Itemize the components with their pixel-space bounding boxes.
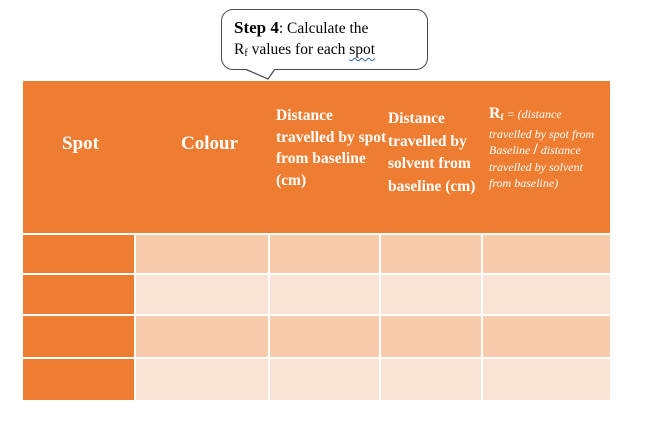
header-rf-text-1: = (distance travelled by spot from Baseline	[489, 107, 595, 157]
callout-step-label: Step 4	[234, 18, 279, 37]
row-2-distance-solvent-cell[interactable]	[381, 275, 481, 314]
row-3-colour-cell[interactable]	[136, 316, 268, 357]
row-4-distance-spot-cell[interactable]	[270, 359, 379, 400]
header-rf-slash: /	[533, 141, 538, 158]
callout-text-2: values for each	[247, 41, 350, 58]
callout-spot-word: spot	[349, 41, 376, 58]
row-3-distance-solvent-cell[interactable]	[381, 316, 481, 357]
row-1-spot-cell[interactable]	[23, 235, 134, 273]
row-1-colour-cell[interactable]	[136, 235, 268, 273]
row-2-distance-spot-cell[interactable]	[270, 275, 379, 314]
header-rf-text-2: distance travelled by solvent from baseline)	[489, 143, 583, 190]
callout-text-1: : Calculate the	[278, 20, 369, 37]
callout-tail	[245, 69, 285, 81]
row-1-distance-solvent-cell[interactable]	[381, 235, 481, 273]
row-4-distance-solvent-cell[interactable]	[381, 359, 481, 400]
row-3-spot-cell[interactable]	[23, 316, 134, 357]
rf-table	[23, 81, 610, 400]
header-rf-label: R	[489, 105, 501, 122]
row-2-colour-cell[interactable]	[136, 275, 268, 314]
header-rf	[489, 106, 607, 192]
callout-r-letter: R	[234, 41, 245, 58]
header-colour: Colour	[181, 133, 238, 154]
row-1-rf-cell[interactable]	[483, 235, 610, 273]
row-4-spot-cell[interactable]	[23, 359, 134, 400]
step-callout	[221, 9, 428, 70]
table-header-row	[23, 81, 610, 233]
row-4-rf-cell[interactable]	[483, 359, 610, 400]
header-distance-solvent: Distance travelled by solvent from baseline (cm)	[388, 110, 476, 195]
header-distance-spot: Distance travelled by spot from baseline (cm)	[276, 107, 387, 189]
row-2-rf-cell[interactable]	[483, 275, 610, 314]
row-4-colour-cell[interactable]	[136, 359, 268, 400]
row-1-distance-spot-cell[interactable]	[270, 235, 379, 273]
callout-r-subscript: f	[244, 48, 248, 59]
row-3-rf-cell[interactable]	[483, 316, 610, 357]
row-3-distance-spot-cell[interactable]	[270, 316, 379, 357]
header-rf-subscript: f	[500, 112, 504, 122]
row-2-spot-cell[interactable]	[23, 275, 134, 314]
header-spot: Spot	[62, 133, 99, 154]
